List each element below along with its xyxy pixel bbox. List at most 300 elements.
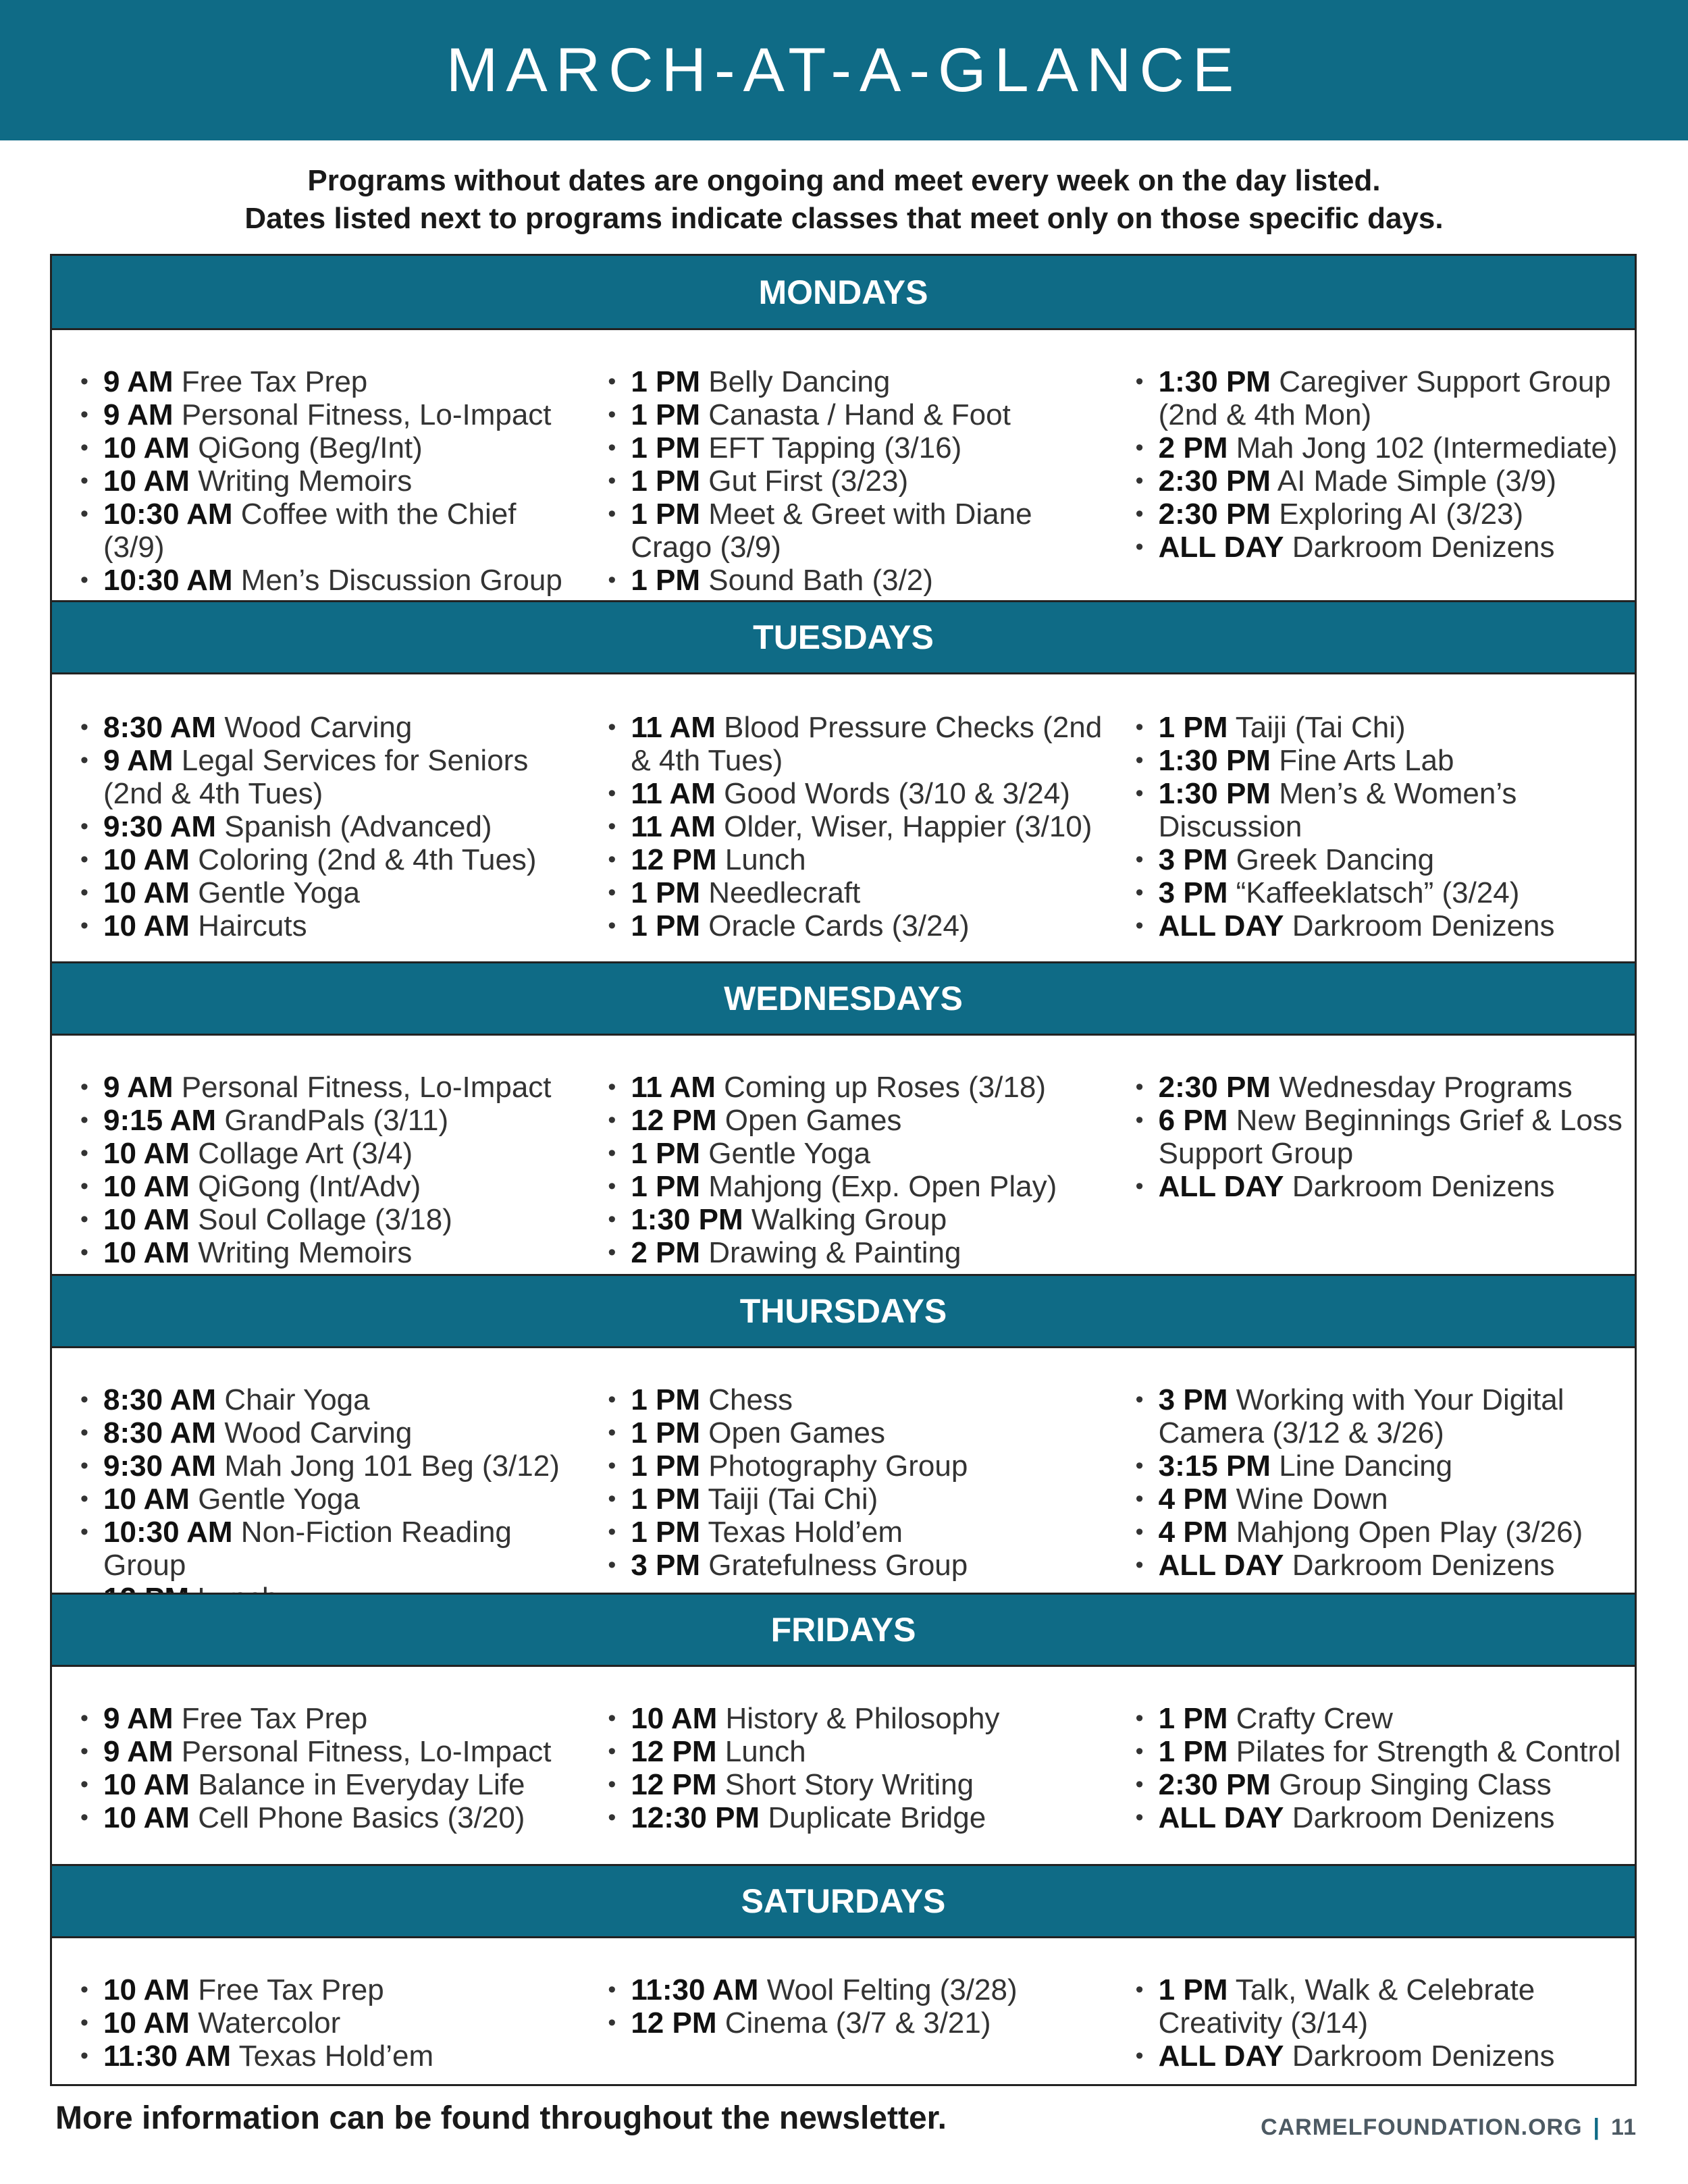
program-time: 1 PM: [1158, 1973, 1228, 2006]
program-time: 9 AM: [103, 398, 174, 431]
program-item: [604, 398, 1107, 431]
program-time: ALL DAY: [1158, 1549, 1284, 1582]
program-title: Gut First (3/23): [708, 464, 909, 498]
program-item: [1132, 1071, 1635, 1104]
program-item: [604, 498, 1107, 564]
program-time: ALL DAY: [1158, 531, 1284, 564]
program-time: 1 PM: [1158, 711, 1228, 744]
program-time: 1 PM: [631, 909, 701, 942]
program-column: [1107, 365, 1635, 630]
program-time: 9 AM: [103, 1071, 174, 1104]
program-title: Men’s & Women’s Discussion: [1158, 777, 1517, 843]
program-time: 12 PM: [631, 1104, 717, 1137]
program-time: ALL DAY: [1158, 2040, 1284, 2073]
program-item: [604, 810, 1107, 843]
day-heading: THURSDAYS: [52, 1274, 1635, 1348]
program-title: Texas Hold’em: [238, 2040, 434, 2073]
program-item: [76, 1203, 579, 1236]
program-item: [1132, 711, 1635, 744]
program-item: [76, 2040, 579, 2073]
program-time: 11:30 AM: [103, 2040, 232, 2073]
program-time: 1 PM: [631, 1137, 701, 1170]
program-title: Personal Fitness, Lo-Impact: [181, 398, 552, 431]
program-time: 12 PM: [631, 2006, 717, 2040]
program-item: [76, 431, 579, 464]
program-time: 10 AM: [103, 876, 190, 909]
program-item: [76, 744, 579, 810]
program-title: Darkroom Denizens: [1292, 531, 1555, 564]
day-section-wednesdays: [52, 961, 1635, 1269]
program-item: [1132, 1973, 1635, 2040]
program-time: 3 PM: [1158, 876, 1228, 909]
program-column: [52, 711, 579, 942]
program-item: [76, 2006, 579, 2040]
program-item: [76, 810, 579, 843]
program-time: 10:30 AM: [103, 1516, 233, 1549]
program-item: [1132, 1483, 1635, 1516]
program-time: 3 PM: [1158, 843, 1228, 876]
program-time: 10 AM: [631, 1702, 718, 1735]
program-title: Texas Hold’em: [708, 1516, 903, 1549]
program-title: Writing Memoirs: [198, 1236, 413, 1269]
program-time: 1 PM: [631, 365, 701, 398]
program-item: [76, 365, 579, 398]
program-title: Darkroom Denizens: [1292, 909, 1555, 942]
program-title: Open Games: [708, 1416, 885, 1449]
program-title: Free Tax Prep: [181, 1702, 368, 1735]
day-heading: TUESDAYS: [52, 600, 1635, 674]
program-item: [604, 1549, 1107, 1582]
program-time: 10:30 AM: [103, 564, 233, 597]
program-item: [604, 909, 1107, 942]
program-column: [52, 365, 579, 630]
program-time: 11:30 AM: [631, 1973, 759, 2006]
program-title: Haircuts: [198, 909, 307, 942]
program-title: GrandPals (3/11): [224, 1104, 449, 1137]
program-title: Collage Art (3/4): [198, 1137, 413, 1170]
program-title: Wood Carving: [224, 1416, 413, 1449]
program-title: Mah Jong 101 Beg (3/12): [224, 1449, 560, 1483]
program-title: Drawing & Painting: [708, 1236, 961, 1269]
program-time: 2 PM: [1158, 431, 1228, 464]
program-title: “Kaffeeklatsch” (3/24): [1236, 876, 1520, 909]
program-time: 1 PM: [631, 498, 701, 531]
program-item: [1132, 744, 1635, 777]
program-item: [1132, 1549, 1635, 1582]
intro-line-2: Dates listed next to programs indicate classes that meet only on those specific days.: [244, 202, 1444, 235]
day-section-fridays: [52, 1593, 1635, 1834]
program-title: Older, Wiser, Happier (3/10): [724, 810, 1092, 843]
program-title: Balance in Everyday Life: [198, 1768, 525, 1801]
program-item: [76, 1383, 579, 1416]
program-list: [604, 1973, 1107, 2040]
footer-note: More information can be found throughout the newsletter.: [55, 2100, 947, 2136]
program-title: Oracle Cards (3/24): [708, 909, 970, 942]
footer-separator: |: [1593, 2114, 1601, 2140]
program-list: [1132, 1071, 1635, 1203]
program-time: 2:30 PM: [1158, 464, 1271, 498]
program-title: Personal Fitness, Lo-Impact: [181, 1735, 552, 1768]
program-title: Working with Your Digital Camera (3/12 & 3/26): [1158, 1383, 1564, 1449]
program-title: Taiji (Tai Chi): [708, 1483, 878, 1516]
schedule-table: [50, 254, 1637, 2086]
day-section-mondays: [52, 256, 1635, 630]
program-item: [604, 365, 1107, 398]
program-time: 10 AM: [103, 1973, 190, 2006]
program-title: Belly Dancing: [708, 365, 891, 398]
program-item: [1132, 1516, 1635, 1549]
program-title: Gentle Yoga: [708, 1137, 871, 1170]
day-columns: [52, 1036, 1635, 1269]
program-title: Chair Yoga: [224, 1383, 370, 1416]
program-title: QiGong (Int/Adv): [198, 1170, 421, 1203]
program-time: 1 PM: [631, 564, 701, 597]
program-time: 11 AM: [631, 711, 716, 744]
program-title: Greek Dancing: [1236, 843, 1435, 876]
day-heading: SATURDAYS: [52, 1864, 1635, 1938]
program-title: Mah Jong 102 (Intermediate): [1236, 431, 1618, 464]
program-item: [1132, 1104, 1635, 1170]
page-title: MARCH-AT-A-GLANCE: [446, 35, 1242, 105]
program-title: Personal Fitness, Lo-Impact: [181, 1071, 552, 1104]
program-title: Taiji (Tai Chi): [1235, 711, 1406, 744]
program-item: [1132, 1170, 1635, 1203]
program-item: [1132, 1702, 1635, 1735]
program-title: Cinema (3/7 & 3/21): [724, 2006, 991, 2040]
program-column: [52, 1973, 579, 2073]
program-item: [1132, 431, 1635, 464]
program-list: [604, 1071, 1107, 1269]
program-title: Lunch: [724, 843, 806, 876]
program-time: 12 PM: [631, 1768, 717, 1801]
program-item: [604, 1801, 1107, 1834]
program-time: 3:15 PM: [1158, 1449, 1271, 1483]
program-item: [76, 1416, 579, 1449]
program-title: EFT Tapping (3/16): [708, 431, 962, 464]
program-time: 1:30 PM: [1158, 365, 1271, 398]
program-title: Watercolor: [198, 2006, 341, 2040]
program-time: 10:30 AM: [103, 498, 233, 531]
program-list: [604, 1702, 1107, 1834]
program-title: Non-Fiction Reading Group: [103, 1516, 512, 1582]
program-item: [604, 1137, 1107, 1170]
day-columns: [52, 1667, 1635, 1834]
program-list: [1132, 1973, 1635, 2073]
program-title: Wednesday Programs: [1279, 1071, 1573, 1104]
program-column: [579, 365, 1107, 630]
program-item: [1132, 1735, 1635, 1768]
program-time: 1 PM: [1158, 1735, 1228, 1768]
program-title: Walking Group: [751, 1203, 947, 1236]
program-item: [76, 564, 579, 597]
day-columns: [52, 330, 1635, 630]
program-time: 8:30 AM: [103, 1383, 217, 1416]
program-item: [1132, 464, 1635, 498]
day-section-saturdays: [52, 1864, 1635, 2073]
program-title: Legal Services for Seniors (2nd & 4th Tues): [103, 744, 529, 810]
program-list: [76, 1071, 579, 1269]
program-column: [52, 1383, 579, 1615]
program-time: 10 AM: [103, 2006, 190, 2040]
program-item: [76, 1973, 579, 2006]
program-time: 9 AM: [103, 365, 174, 398]
program-time: 10 AM: [103, 1236, 190, 1269]
program-item: [604, 464, 1107, 498]
program-time: 6 PM: [1158, 1104, 1228, 1137]
program-time: 10 AM: [103, 1170, 190, 1203]
program-item: [604, 1071, 1107, 1104]
program-column: [1107, 1383, 1635, 1615]
program-item: [76, 876, 579, 909]
program-time: 12 PM: [631, 1735, 717, 1768]
program-item: [604, 1735, 1107, 1768]
program-title: Sound Bath (3/2): [708, 564, 933, 597]
program-time: 3 PM: [1158, 1383, 1228, 1416]
program-time: 10 AM: [103, 431, 190, 464]
program-title: Free Tax Prep: [198, 1973, 384, 2006]
program-time: 1:30 PM: [1158, 777, 1271, 810]
program-time: 1:30 PM: [1158, 744, 1271, 777]
day-section-thursdays: [52, 1274, 1635, 1615]
program-list: [76, 1702, 579, 1834]
program-item: [604, 1702, 1107, 1735]
program-title: Darkroom Denizens: [1292, 1801, 1555, 1834]
program-time: 1 PM: [631, 1516, 701, 1549]
program-item: [76, 843, 579, 876]
program-title: Mahjong Open Play (3/26): [1236, 1516, 1583, 1549]
program-item: [76, 1702, 579, 1735]
program-item: [604, 777, 1107, 810]
program-item: [76, 909, 579, 942]
program-title: Wood Carving: [224, 711, 413, 744]
program-time: 8:30 AM: [103, 711, 217, 744]
program-list: [76, 365, 579, 630]
program-item: [1132, 365, 1635, 431]
program-title: Group Singing Class: [1279, 1768, 1552, 1801]
program-item: [604, 431, 1107, 464]
program-time: 9 AM: [103, 744, 174, 777]
program-column: [579, 1383, 1107, 1615]
program-title: Coffee with the Chief (3/9): [103, 498, 517, 564]
program-title: Soul Collage (3/18): [198, 1203, 452, 1236]
program-time: 10 AM: [103, 1768, 190, 1801]
program-time: 10 AM: [103, 464, 190, 498]
program-column: [1107, 1702, 1635, 1834]
program-title: Gratefulness Group: [708, 1549, 968, 1582]
program-list: [604, 365, 1107, 597]
program-title: Darkroom Denizens: [1292, 2040, 1555, 2073]
program-title: Writing Memoirs: [198, 464, 413, 498]
program-title: Open Games: [724, 1104, 902, 1137]
day-heading: MONDAYS: [52, 256, 1635, 330]
program-time: 1 PM: [631, 431, 701, 464]
program-time: 9:30 AM: [103, 1449, 217, 1483]
program-item: [604, 876, 1107, 909]
day-columns: [52, 674, 1635, 942]
program-column: [579, 1702, 1107, 1834]
program-time: 1:30 PM: [631, 1203, 743, 1236]
program-title: Canasta / Hand & Foot: [708, 398, 1011, 431]
program-list: [76, 1383, 579, 1615]
program-item: [76, 1768, 579, 1801]
program-item: [1132, 498, 1635, 531]
program-item: [1132, 777, 1635, 843]
program-item: [76, 1449, 579, 1483]
day-section-tuesdays: [52, 600, 1635, 942]
program-title: QiGong (Beg/Int): [198, 431, 423, 464]
program-list: [604, 711, 1107, 942]
program-item: [76, 1137, 579, 1170]
program-item: [604, 1104, 1107, 1137]
program-title: Lunch: [724, 1735, 806, 1768]
program-time: 3 PM: [631, 1549, 701, 1582]
program-item: [76, 1071, 579, 1104]
program-title: Photography Group: [708, 1449, 968, 1483]
program-column: [52, 1702, 579, 1834]
program-title: Cell Phone Basics (3/20): [198, 1801, 525, 1834]
program-time: 11 AM: [631, 777, 716, 810]
program-item: [76, 1104, 579, 1137]
program-list: [76, 1973, 579, 2073]
program-list: [1132, 1702, 1635, 1834]
program-time: 9:15 AM: [103, 1104, 217, 1137]
program-column: [1107, 1973, 1635, 2073]
program-time: 9:30 AM: [103, 810, 217, 843]
program-title: New Beginnings Grief & Loss Support Group: [1158, 1104, 1623, 1170]
day-columns: [52, 1348, 1635, 1615]
program-list: [604, 1383, 1107, 1582]
program-column: [579, 711, 1107, 942]
program-time: 1 PM: [631, 1383, 701, 1416]
program-title: Men’s Discussion Group: [240, 564, 562, 597]
program-title: Coloring (2nd & 4th Tues): [198, 843, 537, 876]
program-column: [1107, 711, 1635, 942]
program-title: Crafty Crew: [1236, 1702, 1393, 1735]
program-time: 10 AM: [103, 909, 190, 942]
program-title: Short Story Writing: [724, 1768, 974, 1801]
program-list: [76, 711, 579, 942]
program-title: Good Words (3/10 & 3/24): [724, 777, 1070, 810]
program-time: 4 PM: [1158, 1516, 1228, 1549]
program-time: 4 PM: [1158, 1483, 1228, 1516]
program-time: 1 PM: [631, 464, 701, 498]
program-item: [76, 1735, 579, 1768]
program-time: 12:30 PM: [631, 1801, 760, 1834]
program-title: Line Dancing: [1279, 1449, 1453, 1483]
day-heading: FRIDAYS: [52, 1593, 1635, 1667]
program-item: [76, 711, 579, 744]
program-time: 2:30 PM: [1158, 1071, 1271, 1104]
program-title: Meet & Greet with Diane Crago (3/9): [631, 498, 1032, 564]
program-title: Free Tax Prep: [181, 365, 368, 398]
program-item: [76, 1483, 579, 1516]
program-time: 8:30 AM: [103, 1416, 217, 1449]
program-item: [76, 464, 579, 498]
program-time: 9 AM: [103, 1702, 174, 1735]
program-title: Darkroom Denizens: [1292, 1170, 1555, 1203]
program-item: [1132, 909, 1635, 942]
page-header: [0, 0, 1688, 140]
program-time: 2:30 PM: [1158, 498, 1271, 531]
program-item: [1132, 1801, 1635, 1834]
program-item: [76, 1801, 579, 1834]
program-time: 1 PM: [631, 1170, 701, 1203]
program-title: Gentle Yoga: [198, 1483, 360, 1516]
page-number: 11: [1611, 2114, 1637, 2140]
program-column: [52, 1071, 579, 1269]
program-item: [604, 1203, 1107, 1236]
program-title: Duplicate Bridge: [768, 1801, 986, 1834]
program-title: Wool Felting (3/28): [766, 1973, 1018, 2006]
program-column: [1107, 1071, 1635, 1269]
program-time: 1 PM: [631, 1449, 701, 1483]
program-time: 2 PM: [631, 1236, 701, 1269]
program-time: 2:30 PM: [1158, 1768, 1271, 1801]
program-title: Mahjong (Exp. Open Play): [708, 1170, 1057, 1203]
program-item: [76, 498, 579, 564]
program-title: AI Made Simple (3/9): [1277, 464, 1557, 498]
program-time: 12 PM: [631, 843, 717, 876]
program-item: [604, 1383, 1107, 1416]
intro-line-1: Programs without dates are ongoing and meet every week on the day listed.: [307, 164, 1381, 197]
program-time: 1 PM: [631, 876, 701, 909]
program-time: 9 AM: [103, 1735, 174, 1768]
program-title: Fine Arts Lab: [1279, 744, 1454, 777]
program-time: 11 AM: [631, 810, 716, 843]
program-time: 1 PM: [1158, 1702, 1228, 1735]
program-list: [1132, 1383, 1635, 1582]
program-time: 10 AM: [103, 1137, 190, 1170]
program-item: [1132, 2040, 1635, 2073]
program-item: [1132, 876, 1635, 909]
program-title: Exploring AI (3/23): [1279, 498, 1524, 531]
program-item: [604, 1416, 1107, 1449]
program-title: Chess: [708, 1383, 793, 1416]
program-item: [76, 398, 579, 431]
program-time: 10 AM: [103, 843, 190, 876]
intro-text: [0, 162, 1688, 238]
program-title: Gentle Yoga: [198, 876, 360, 909]
program-title: Needlecraft: [708, 876, 861, 909]
program-time: 10 AM: [103, 1203, 190, 1236]
program-title: Talk, Walk & Celebrate Creativity (3/14): [1158, 1973, 1535, 2040]
program-title: Pilates for Strength & Control: [1236, 1735, 1621, 1768]
program-item: [604, 1516, 1107, 1549]
footer-site: CARMELFOUNDATION.ORG: [1261, 2114, 1583, 2140]
program-item: [604, 1236, 1107, 1269]
program-title: Coming up Roses (3/18): [724, 1071, 1046, 1104]
program-item: [1132, 531, 1635, 564]
program-item: [604, 1483, 1107, 1516]
program-item: [604, 1449, 1107, 1483]
program-item: [76, 1516, 579, 1582]
program-item: [604, 1768, 1107, 1801]
program-list: [1132, 365, 1635, 564]
program-item: [604, 843, 1107, 876]
program-time: ALL DAY: [1158, 1170, 1284, 1203]
program-title: Spanish (Advanced): [224, 810, 492, 843]
program-list: [1132, 711, 1635, 942]
program-item: [1132, 1768, 1635, 1801]
program-time: 11 AM: [631, 1071, 716, 1104]
program-title: History & Philosophy: [725, 1702, 1000, 1735]
program-title: Caregiver Support Group (2nd & 4th Mon): [1158, 365, 1611, 431]
day-columns: [52, 1938, 1635, 2073]
program-title: Blood Pressure Checks (2nd & 4th Tues): [631, 711, 1103, 777]
program-time: 1 PM: [631, 1416, 701, 1449]
program-item: [604, 711, 1107, 777]
program-time: ALL DAY: [1158, 1801, 1284, 1834]
